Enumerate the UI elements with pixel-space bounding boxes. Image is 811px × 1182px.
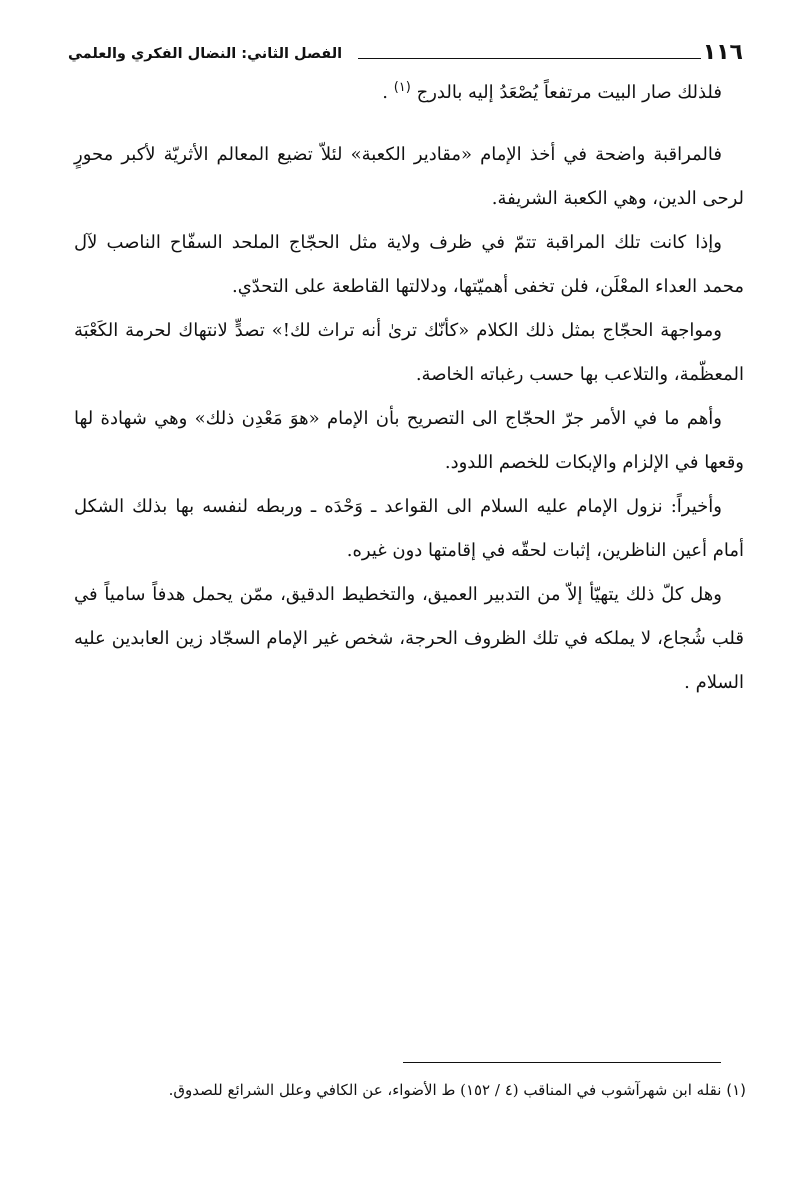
paragraph-5: وأهم ما في الأمر جرّ الحجّاج الى التصريح بأن الإمام «هوَ مَعْدِن ذلك» وهي شهادة لها وقعها في الإلزام والإبكات للخصم اللدود. <box>74 408 744 473</box>
page-number: ١١٦ <box>702 40 743 65</box>
paragraph-6: وأخيراً: نزول الإمام عليه السلام الى القواعد ـ وَحْدَه ـ وربطه لنفسه بها بذلك الشكل أمام أعين الناظرين، إثبات لحقّه في إقامتها دون غيره. <box>74 496 744 561</box>
body-text <box>74 66 744 705</box>
paragraph-1 <box>74 66 744 115</box>
footnote-1-number: (١) <box>726 1081 746 1099</box>
paragraph-2: فالمراقبة واضحة في أخذ الإمام «مقادير الكعبة» لئلاّ تضيع المعالم الأثريّة لأكبر محورٍ لرحى الدين، وهي الكعبة الشريفة. <box>74 144 744 209</box>
paragraph-3: وإذا كانت تلك المراقبة تتمّ في ظرف ولاية مثل الحجّاج الملحد السفّاح الناصب لآل محمد العداء المعْلَن، فلن تخفى أهميّتها، ودلالتها القاطعة على التحدّي. <box>74 232 744 297</box>
paragraph-1-tail: . <box>382 82 388 103</box>
paragraph-4: ومواجهة الحجّاج بمثل ذلك الكلام «كأنّك ترىٰ أنه تراث لك!» تصدٍّ لانتهاك لحرمة الكَعْبَة المعظّمة، والتلاعب بها حسب رغباته الخاصة. <box>74 320 744 385</box>
running-title: الفصل الثاني: النضال الفكري والعلمي <box>68 46 343 62</box>
paragraph-1-text: فلذلك صار البيت مرتفعاً يُصْعَدُ إليه بالدرج <box>416 82 722 103</box>
page-header <box>68 28 743 64</box>
footnote-1-text: نقله ابن شهرآشوب في المناقب (٤ / ١٥٢) ط الأضواء، عن الكافي وعلل الشرائع للصدوق. <box>168 1081 722 1099</box>
footnote-1 <box>70 1076 746 1104</box>
footnote-rule <box>403 1062 721 1063</box>
footnote-ref-1: (١) <box>393 80 411 95</box>
header-rule <box>358 58 701 59</box>
paragraph-7: وهل كلّ ذلك يتهيّأ إلاّ من التدبير العميق، والتخطيط الدقيق، ممّن يحمل هدفاً سامياً في قلب شُجاع، لا يملكه في تلك الظروف الحرجة، شخص غير الإمام السجّاد زين العابدين عليه السلام . <box>74 584 744 693</box>
